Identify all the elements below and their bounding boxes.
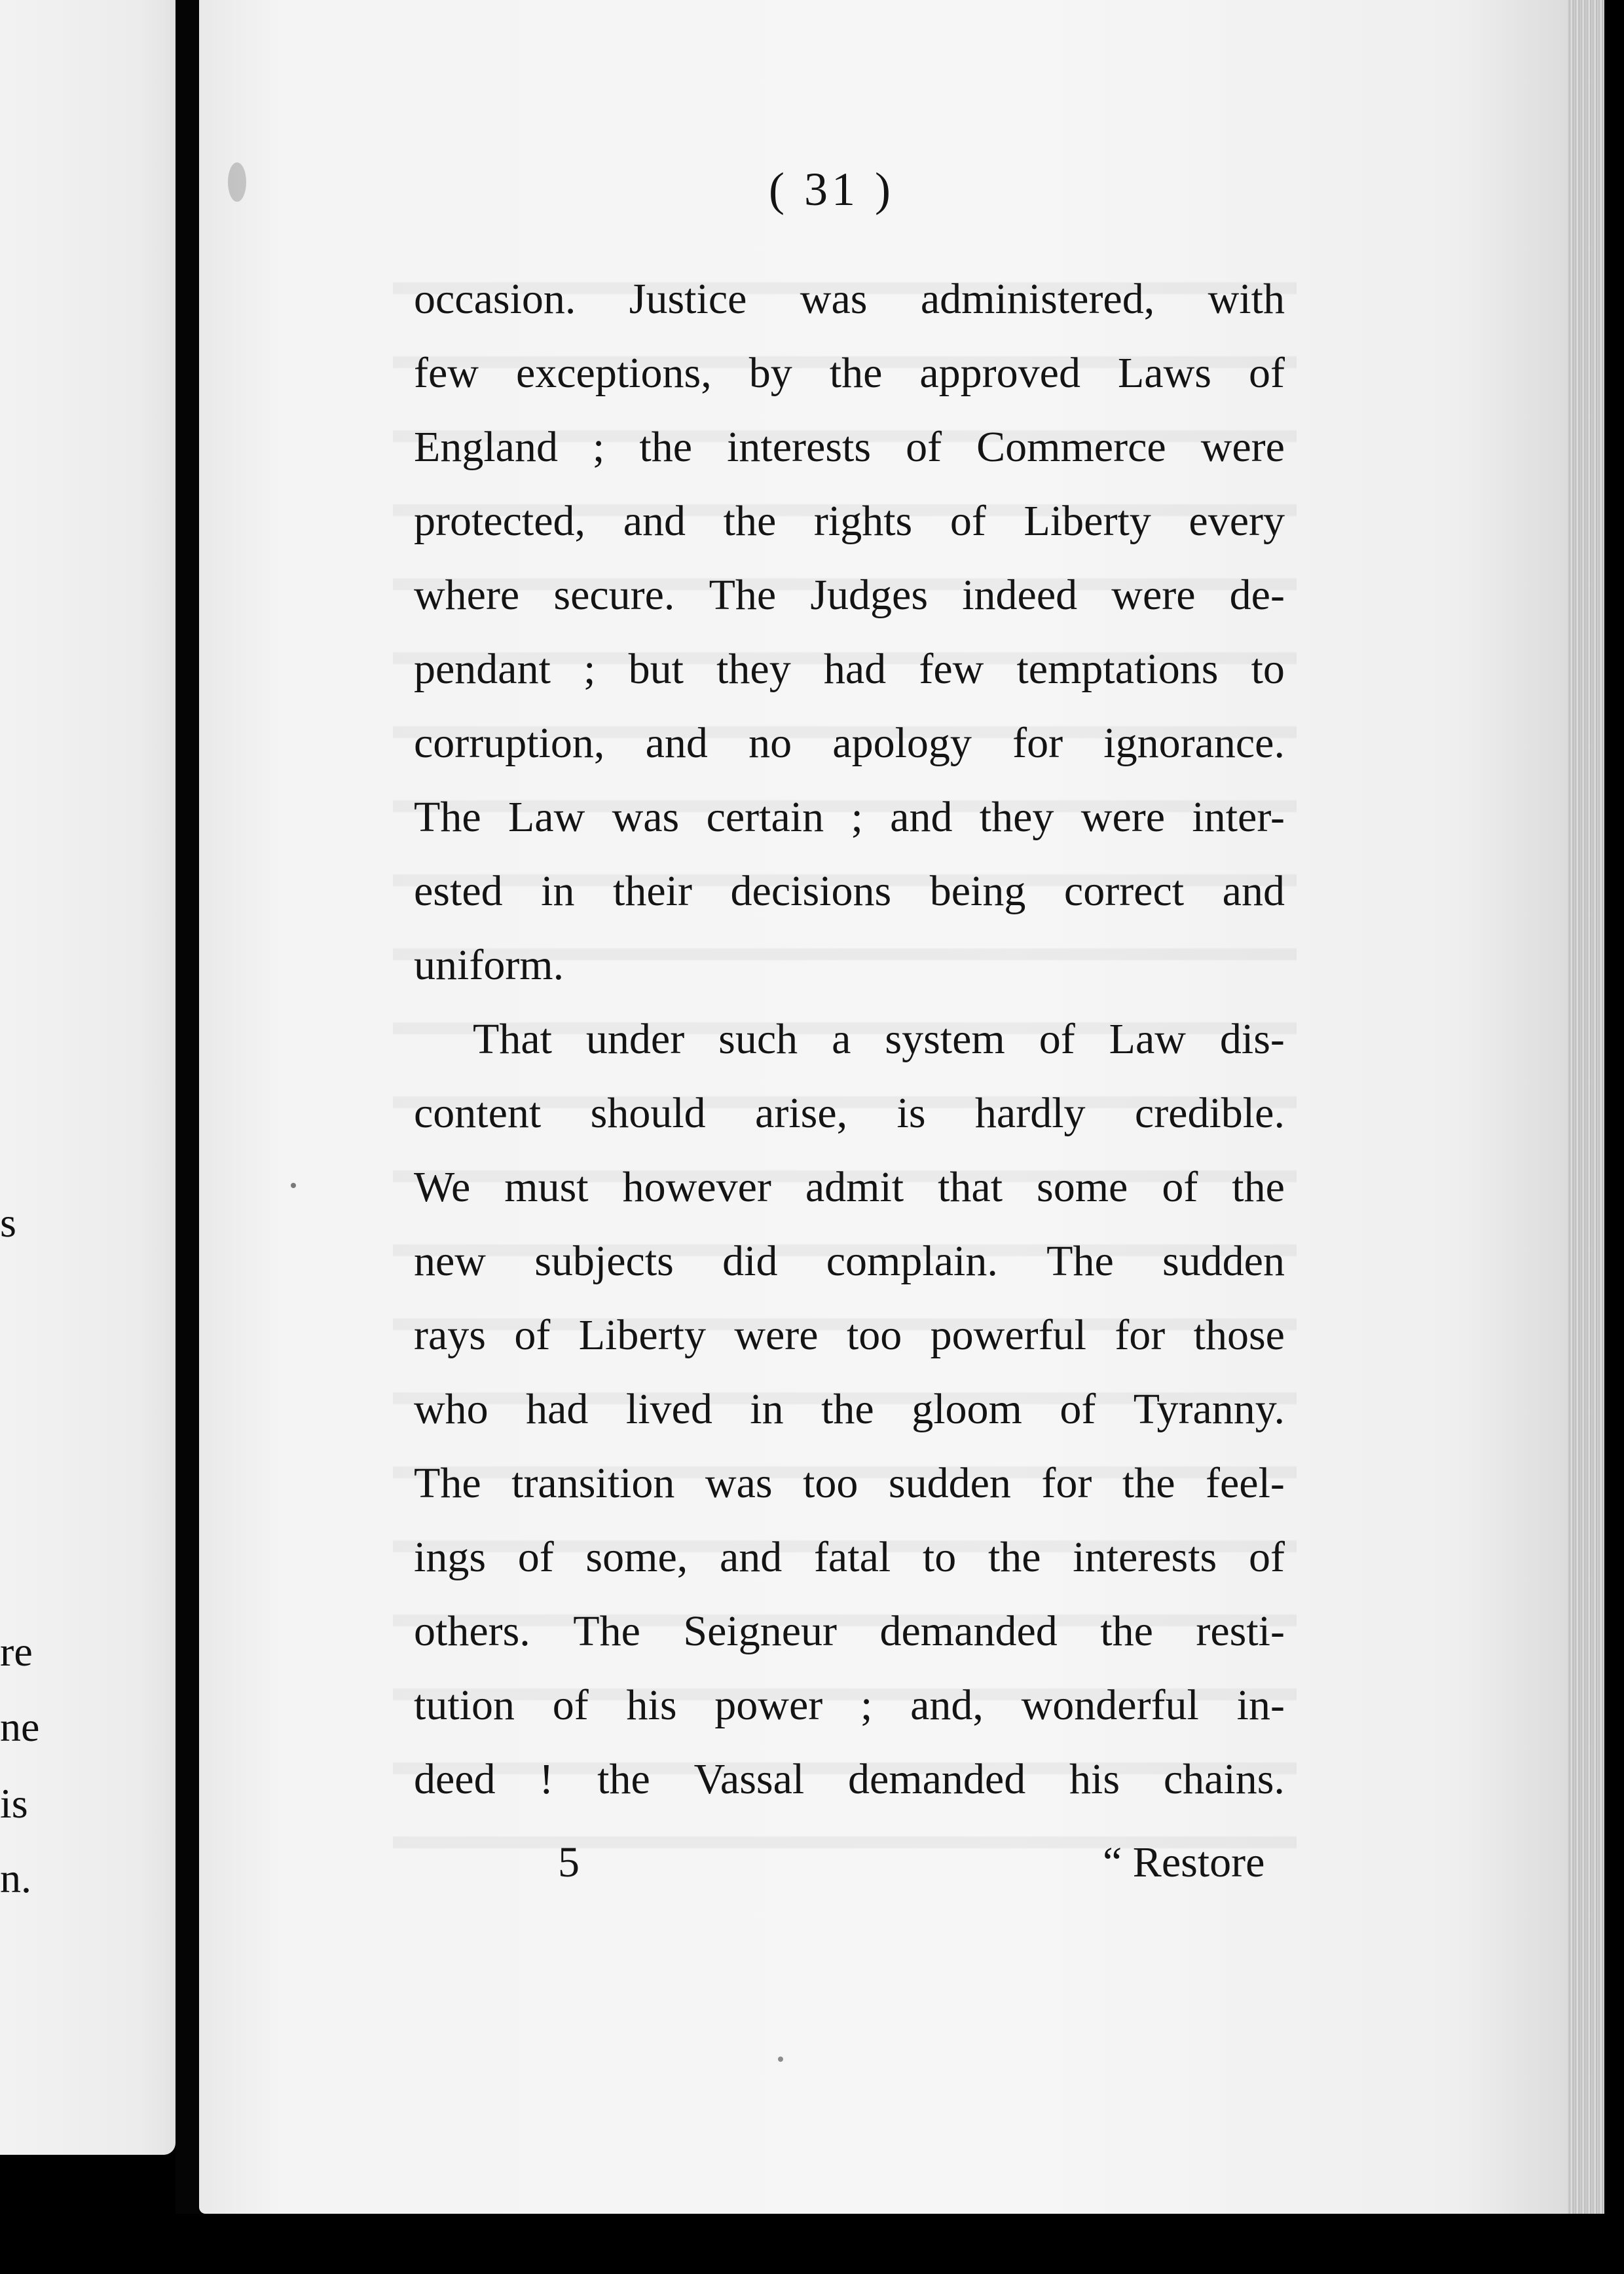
page-blemish [228,162,246,202]
book-gutter [175,0,199,2274]
text-line: That under such a system of Law dis- [473,1015,1285,1063]
page-speck [778,2057,783,2062]
text-line: The Law was certain ; and they were inter- [414,793,1285,841]
left-fragment: is [0,1780,28,1827]
page-edges [1568,0,1604,2214]
text-line: content should arise, is hardly credible. [414,1089,1285,1137]
text-line: rays of Liberty were too powerful for those [414,1311,1285,1359]
text-line: others. The Seigneur demanded the resti- [414,1607,1285,1655]
text-line: ings of some, and fatal to the interests of [414,1533,1285,1581]
text-line: pendant ; but they had few temptations to [414,645,1285,693]
text-line: where secure. The Judges indeed were de- [414,571,1285,619]
text-line: The transition was too sudden for the feel- [414,1459,1285,1507]
paragraph [414,262,1285,1002]
text-line: deed ! the Vassal demanded his chains. [414,1755,1285,1803]
text-line: We must however admit that some of the [414,1163,1285,1211]
left-fragment: n. [0,1855,31,1901]
left-fragment: s [0,1199,16,1246]
catchword: “ Restore [1103,1838,1265,1886]
bottom-shadow [175,2214,1624,2274]
text-line: tution of his power ; and, wonderful in- [414,1681,1285,1729]
signature-mark: 5 [558,1838,580,1886]
right-shadow [1604,0,1624,2274]
paragraph [414,1002,1285,1816]
left-fragment: re [0,1628,33,1675]
page-number: ( 31 ) [769,163,895,215]
text-line: few exceptions, by the approved Laws of [414,349,1285,397]
text-line: occasion. Justice was administered, with [414,275,1285,323]
text-line: ested in their decisions being correct and [414,867,1285,915]
text-line: who had lived in the gloom of Tyranny. [414,1385,1285,1433]
text-line: corruption, and no apology for ignorance. [414,719,1285,767]
text-line: protected, and the rights of Liberty every [414,497,1285,545]
left-page-text-fragments [0,0,175,2155]
page-speck [291,1183,296,1188]
body-text [414,262,1285,1816]
left-fragment: ne [0,1704,40,1750]
text-line: new subjects did complain. The sudden [414,1237,1285,1285]
text-line: uniform. [414,941,564,989]
text-line: England ; the interests of Commerce were [414,423,1285,471]
